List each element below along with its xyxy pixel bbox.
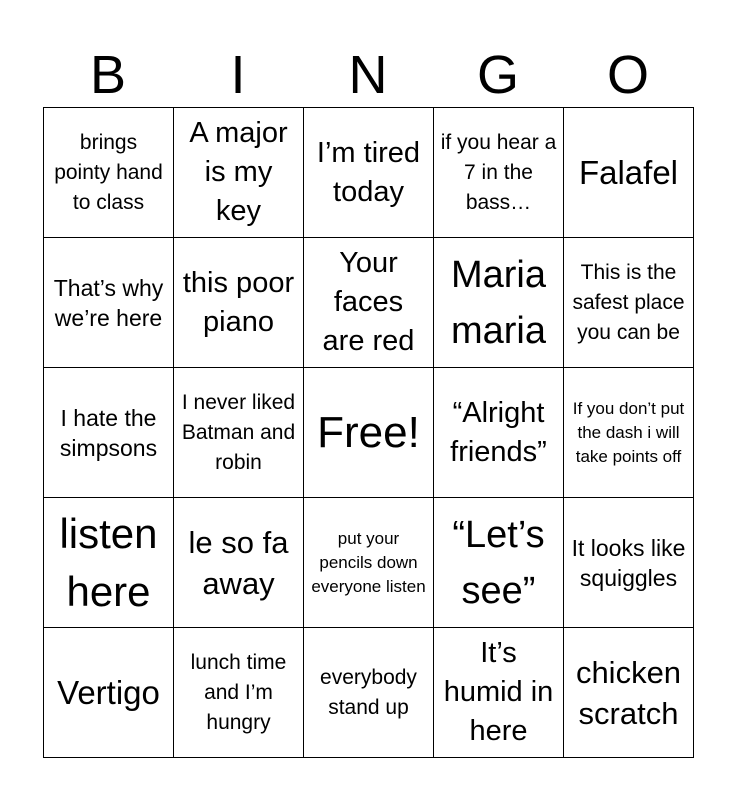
bingo-cell-r4-c3[interactable] (304, 498, 434, 628)
bingo-cell-r3-c4[interactable] (434, 368, 564, 498)
cell-text: This is the safest place you can be (572, 260, 685, 344)
header-letter-g: G (476, 45, 519, 105)
bingo-cell-r4-c1[interactable] (44, 498, 174, 628)
bingo-cell-r1-c4[interactable] (434, 108, 564, 238)
cell-text: “Let’s see” (452, 513, 545, 612)
bingo-cell-r2-c3[interactable] (304, 238, 434, 368)
cell-text: Falafel (578, 153, 679, 191)
header-letter-n: N (348, 45, 388, 105)
cell-text: this poor piano (182, 266, 295, 338)
bingo-cell-r2-c5[interactable] (564, 238, 694, 368)
cell-text: if you hear a 7 in the bass… (440, 130, 557, 214)
cell-text: brings pointy hand to class (54, 130, 163, 214)
cell-text: I hate the simpsons (59, 404, 158, 461)
cell-text: Vertigo (57, 673, 160, 711)
cell-text: That’s why we’re here (53, 274, 164, 331)
cell-text: everybody stand up (320, 665, 417, 719)
header-letter-b: B (89, 45, 127, 105)
bingo-cell-r1-c5[interactable] (564, 108, 694, 238)
cell-text: le so fa away (188, 524, 289, 601)
cell-text: chicken scratch (575, 654, 682, 731)
bingo-cell-r5-c1[interactable] (44, 628, 174, 758)
header-letter-o: O (606, 45, 649, 105)
cell-text: listen here (59, 509, 158, 615)
bingo-cell-r4-c2[interactable] (174, 498, 304, 628)
bingo-cell-r5-c4[interactable] (434, 628, 564, 758)
bingo-cell-r1-c2[interactable] (174, 108, 304, 238)
bingo-card-grid (43, 107, 694, 758)
bingo-cell-r2-c4[interactable] (434, 238, 564, 368)
cell-text: I’m tired today (316, 136, 421, 208)
bingo-cell-r4-c4[interactable] (434, 498, 564, 628)
bingo-cell-r4-c5[interactable] (564, 498, 694, 628)
cell-text: It’s humid in here (443, 637, 554, 747)
cell-text: “Alright friends” (450, 396, 547, 468)
cell-text: If you don’t put the dash i will take points off (572, 398, 685, 466)
cell-text: Free! (317, 407, 420, 457)
cell-text: Your faces are red (322, 247, 415, 357)
cell-text: Maria maria (450, 253, 547, 352)
cell-text: A major is my key (189, 117, 288, 227)
bingo-cell-r5-c5[interactable] (564, 628, 694, 758)
bingo-cell-r5-c2[interactable] (174, 628, 304, 758)
bingo-cell-r2-c1[interactable] (44, 238, 174, 368)
bingo-cell-r3-c3[interactable] (304, 368, 434, 498)
bingo-cell-r3-c5[interactable] (564, 368, 694, 498)
bingo-cell-r1-c3[interactable] (304, 108, 434, 238)
bingo-cell-r5-c3[interactable] (304, 628, 434, 758)
bingo-cell-r3-c2[interactable] (174, 368, 304, 498)
cell-text: lunch time and I’m hungry (190, 650, 287, 734)
bingo-cell-r1-c1[interactable] (44, 108, 174, 238)
cell-text: It looks like squiggles (571, 534, 686, 591)
cell-text: I never liked Batman and robin (181, 390, 296, 474)
bingo-cell-r3-c1[interactable] (44, 368, 174, 498)
bingo-cell-r2-c2[interactable] (174, 238, 304, 368)
cell-text: put your pencils down everyone listen (311, 528, 426, 596)
header-letter-i: I (230, 45, 246, 105)
bingo-header (43, 42, 693, 108)
